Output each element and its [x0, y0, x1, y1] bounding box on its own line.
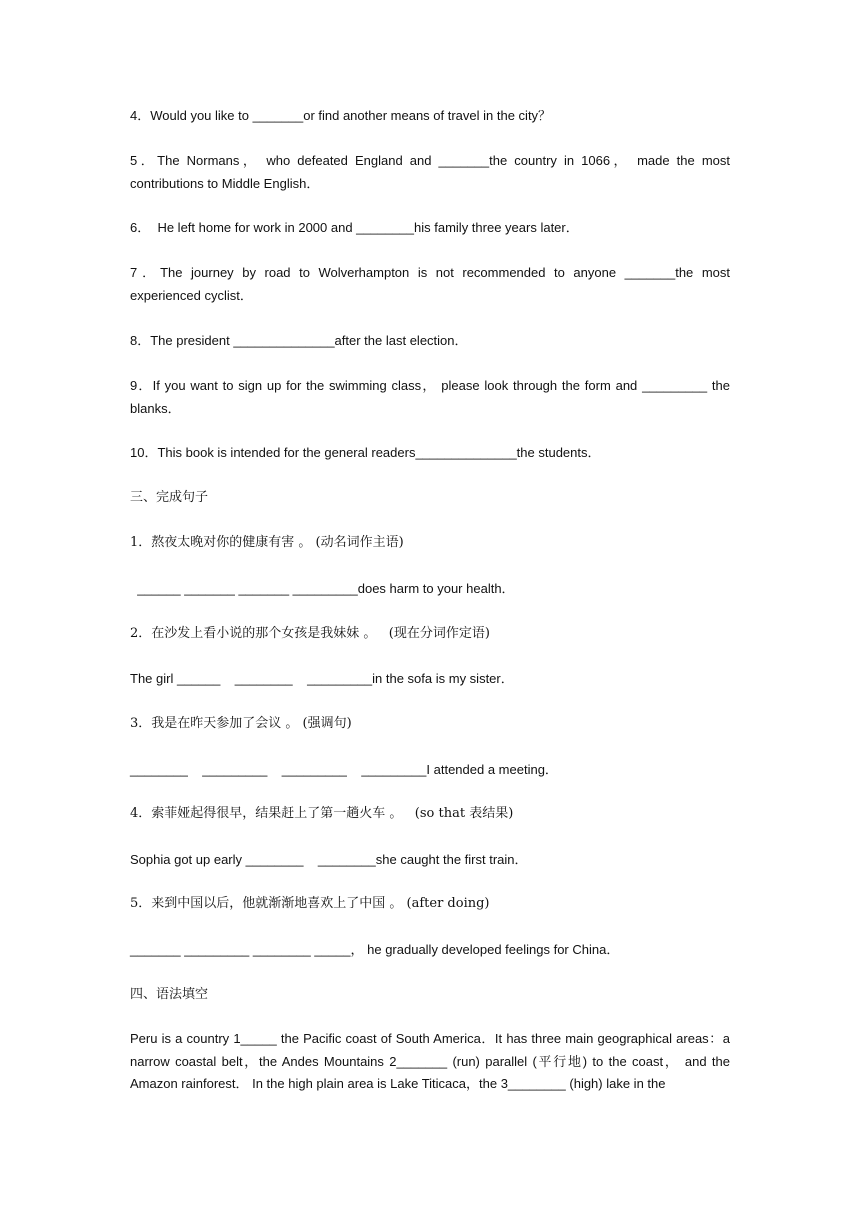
sentence-3-answer: ________ _________ _________ _________I attended a meeting． — [130, 762, 558, 777]
question-5: 5．The Normans， who defeated England and _______the country in 1066， made the most contributions to Middle English． — [130, 153, 734, 191]
sentence-5-answer: _______ _________ ________ _____， he gradually developed feelings for China． — [130, 942, 620, 957]
sentence-2-prompt: 2．在沙发上看小说的那个女孩是我妹妹 。 (现在分词作定语) — [130, 626, 490, 641]
sentence-4-answer: Sophia got up early ________ ________she caught the first train． — [130, 852, 528, 867]
question-7: 7．The journey by road to Wolverhampton is not recommended to anyone _______the most experienced cyclist． — [130, 265, 734, 303]
question-10: 10．This book is intended for the general readers______________the students． — [130, 445, 601, 460]
question-6: 6． He left home for work in 2000 and ________his family three years later． — [130, 220, 579, 235]
question-8: 8．The president ______________after the last election． — [130, 333, 468, 348]
sentence-3-prompt: 3．我是在昨天参加了会议 。 (强调句) — [130, 716, 352, 731]
sentence-1-answer: ______ _______ _______ _________does harm to your health． — [130, 581, 515, 596]
question-4: 4．Would you like to _______or find another means of travel in the city？ — [130, 108, 552, 123]
sentence-4-prompt: 4．索菲娅起得很早，结果赶上了第一趟火车 。 (so that 表结果) — [130, 806, 514, 821]
sentence-2-answer: The girl ______ ________ _________in the sofa is my sister． — [130, 671, 514, 686]
section-3-heading: 三、完成句子 — [130, 490, 209, 505]
question-9: 9．If you want to sign up for the swimming class， please look through the form and _________ the blanks． — [130, 378, 734, 416]
sentence-1-prompt: 1．熬夜太晚对你的健康有害 。 (动名词作主语) — [130, 535, 404, 550]
section-4-heading: 四、语法填空 — [130, 987, 209, 1002]
sentence-5-prompt: 5．来到中国以后，他就渐渐地喜欢上了中国 。 (after doing) — [130, 896, 490, 911]
worksheet-page — [130, 0, 734, 1216]
grammar-fill-passage: Peru is a country 1_____ the Pacific coast of South America．It has three main geographical areas：a narrow coastal belt，the Andes Mountains 2_______ (run) parallel (平行地) to the coast， and the Amazon rainforest． In the high plain area is Lake Titicaca，the 3________ (high) lake in the — [130, 1031, 734, 1091]
